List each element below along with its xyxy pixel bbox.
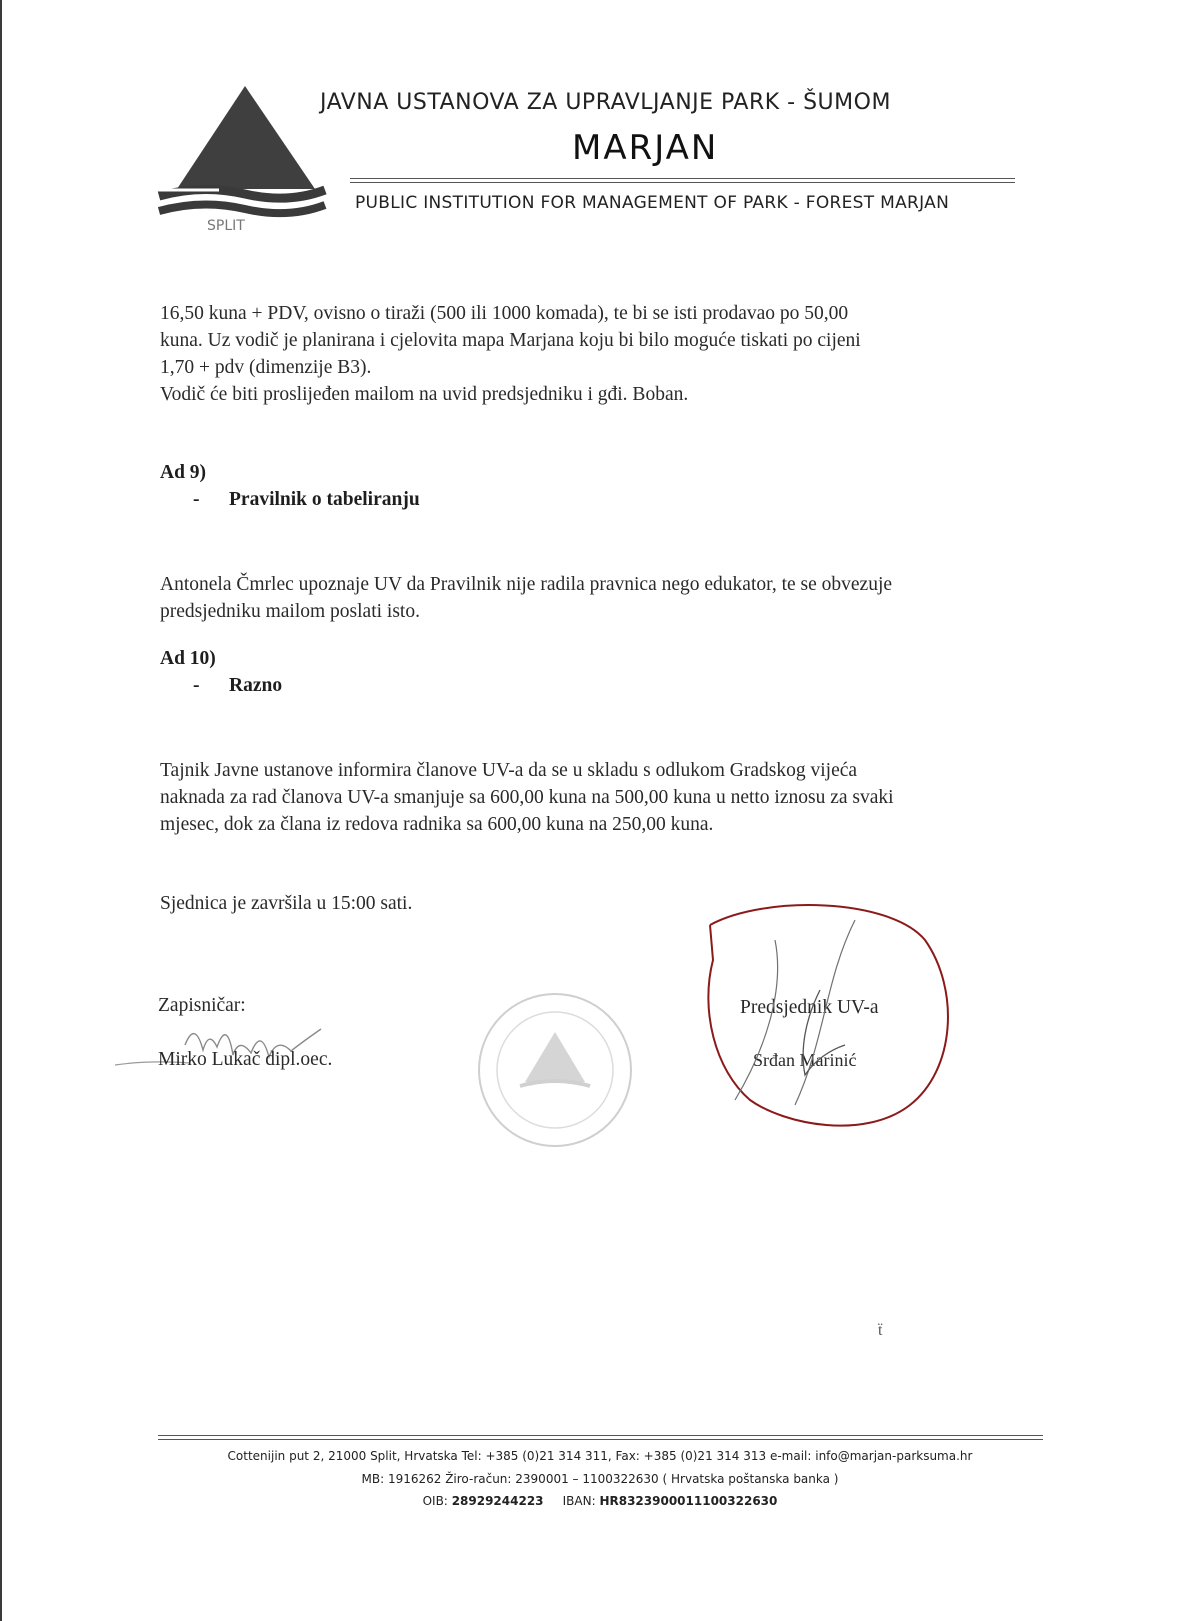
recorder-label: Zapisničar: [158, 995, 246, 1016]
paragraph-naknada [160, 757, 1050, 838]
paragraph-session-end: Sjednica je završila u 15:00 sati. [160, 893, 413, 914]
agenda-item-9-label: Pravilnik o tabeliranju [229, 489, 420, 510]
president-label: Predsjednik UV-a [740, 997, 879, 1018]
president-name: Srđan Marinić [753, 1050, 857, 1070]
paragraph-guide-pricing [160, 300, 1040, 408]
oib-value: 28929244223 [451, 1494, 544, 1508]
institution-name-english: PUBLIC INSTITUTION FOR MANAGEMENT OF PARK - FOREST MARJAN [355, 193, 950, 213]
iban-label: IBAN: [562, 1494, 596, 1508]
paragraph-line: mjesec, dok za člana iz redova radnika sa 600,00 kuna na 250,00 kuna. [160, 814, 714, 835]
paragraph-pravilnik [160, 571, 1050, 625]
agenda-item-10-label: Razno [229, 675, 283, 696]
footer-rule [158, 1435, 1043, 1440]
official-stamp [475, 990, 635, 1150]
oib-label: OIB: [422, 1494, 448, 1508]
footer-ids [100, 1494, 1100, 1508]
dash: - [193, 675, 200, 696]
header-rule [350, 178, 1015, 183]
paragraph-line: predsjedniku mailom poslati isto. [160, 601, 420, 622]
president-signature [705, 900, 965, 1155]
iban-value: HR8323900011100322630 [599, 1494, 778, 1508]
footer-bank: MB: 1916262 Žiro-račun: 2390001 – 1100322630 ( Hrvatska poštanska banka ) [361, 1472, 839, 1486]
paragraph-line: Tajnik Javne ustanove informira članove UV-a da se u skladu s odlukom Gradskog vijeća [160, 760, 858, 781]
paragraph-line: 16,50 kuna + PDV, ovisno o tiraži (500 ili 1000 komada), te bi se isti prodavao po 50,00 [160, 303, 849, 324]
footer-address: Cottenijin put 2, 21000 Split, Hrvatska Tel: +385 (0)21 314 311, Fax: +385 (0)21 314 313 e-mail: info@marjan-parksuma.hr [227, 1449, 973, 1463]
agenda-item-9-heading: Ad 9) [160, 462, 207, 483]
agenda-item-10-title [193, 675, 282, 697]
recorder-name: Mirko Lukač dipl.oec. [158, 1049, 333, 1070]
paragraph-line: 1,70 + pdv (dimenzije B3). [160, 357, 372, 378]
agenda-item-9-title [193, 489, 420, 511]
page-edge [0, 0, 2, 1621]
paragraph-line: Vodič će biti proslijeđen mailom na uvid predsjedniku i gđi. Boban. [160, 384, 689, 405]
paragraph-line: kuna. Uz vodič je planirana i cjelovita mapa Marjana koju bi bilo moguće tiskati po cijeni [160, 330, 861, 351]
institution-name: JAVNA USTANOVA ZA UPRAVLJANJE PARK - ŠUMOM [320, 90, 891, 115]
margin-mark: ẗ [878, 1322, 883, 1339]
dash: - [193, 489, 200, 510]
paragraph-line: Antonela Čmrlec upoznaje UV da Pravilnik nije radila pravnica nego edukator, te se obvezuje [160, 574, 893, 595]
logo-split-text: SPLIT [207, 218, 245, 234]
institution-title: MARJAN [572, 128, 719, 168]
paragraph-line: naknada za rad članova UV-a smanjuje sa 600,00 kuna na 500,00 kuna u netto iznosu za svaki [160, 787, 894, 808]
agenda-item-10-heading: Ad 10) [160, 648, 216, 669]
marjan-logo [157, 84, 327, 234]
